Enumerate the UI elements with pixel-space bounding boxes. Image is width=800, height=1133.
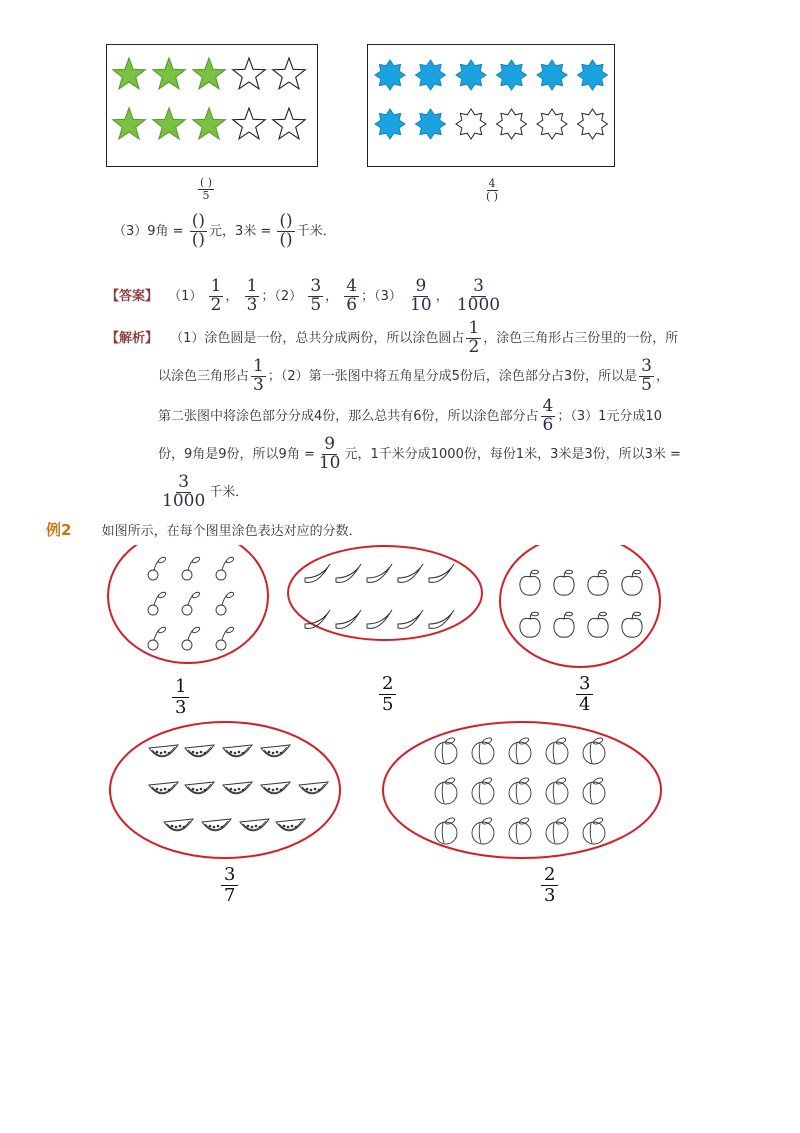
cherry-icon: [148, 591, 167, 615]
oval-fraction-2: $\frac{2}{5}$: [379, 674, 396, 715]
hexstar-empty-icon: [497, 109, 527, 139]
watermelon-icon: [164, 819, 193, 831]
answer-frac-4: $\frac{4}{6}$: [346, 276, 358, 315]
stars-fraction: [198, 177, 214, 201]
peach-icon: [435, 737, 457, 764]
cherry-icon: [148, 626, 167, 650]
watermelon-icon: [240, 819, 269, 831]
hexstars-fraction-num: 4: [488, 177, 496, 190]
peach-icon: [472, 817, 494, 844]
banana-icon: [305, 564, 330, 582]
hexstar-empty-icon: [578, 109, 608, 139]
watermelon-icon: [149, 782, 178, 794]
hexstar-empty-icon: [537, 109, 567, 139]
answer-line: 【答案】 （1） $\frac{1}{2}$ ， $\frac{1}{3}$ ；（2） $\frac{3}{5}$ ， $\frac{4}{6}$ ；（3） $\frac{9}{10}$ ， $\frac{3}{1000}$: [106, 276, 501, 315]
star-empty-icon: [273, 58, 305, 89]
hexstar-filled-icon: [578, 60, 608, 90]
six-point-stars: [368, 45, 616, 168]
analysis-line-4: 份，9角是9份，所以9角 = $\frac{9}{10}$ 元，1千米分成1000份，每份1米，3米是3份，所以3米 =: [158, 434, 681, 473]
watermelon-icon: [276, 819, 305, 831]
star-filled-icon: [193, 108, 225, 139]
star-filled-icon: [113, 108, 145, 139]
analysis-frac-2: $\frac{1}{3}$: [253, 356, 264, 395]
apple-icon: [520, 612, 540, 637]
hexstar-filled-icon: [375, 60, 405, 90]
analysis-frac-3: $\frac{3}{5}$: [641, 356, 652, 395]
watermelon-icon: [299, 782, 328, 794]
banana-icon: [367, 610, 392, 628]
q3-suffix: 千米．: [296, 223, 336, 239]
watermelon-icon: [261, 782, 290, 794]
cherry-icon: [216, 626, 235, 650]
star-empty-icon: [233, 58, 265, 89]
analysis-line-2: 以涂色三角形占 $\frac{1}{3}$ ；（2）第一张图中将五角星分成5份后，涂色部分占3份，所以是 $\frac{3}{5}$ ，: [158, 356, 670, 395]
analysis-frac-6: $\frac{3}{1000}$: [162, 472, 206, 511]
banana-icon: [398, 610, 423, 628]
oval-fraction-5: $\frac{2}{3}$: [541, 865, 558, 906]
example-2-label: 例2: [46, 521, 72, 539]
answer-frac-1: $\frac{1}{2}$: [210, 276, 222, 315]
banana-icon: [398, 564, 423, 582]
peach-icon: [435, 777, 457, 804]
hexstar-filled-icon: [456, 60, 486, 90]
peach-icon: [583, 817, 605, 844]
peach-icon: [546, 777, 568, 804]
five-point-stars: [107, 45, 319, 168]
stars-box: [106, 44, 318, 167]
analysis-frac-1: $\frac{1}{2}$: [468, 318, 480, 357]
hexstars-fraction-den: ( ): [486, 189, 499, 203]
star-filled-icon: [193, 58, 225, 89]
hexstar-filled-icon: [416, 60, 446, 90]
cherry-icon: [216, 556, 235, 580]
cherry-icon: [148, 556, 167, 580]
peach-icon: [583, 777, 605, 804]
watermelon-icon: [261, 745, 290, 757]
peach-icon: [509, 737, 531, 764]
watermelon-icon: [202, 819, 231, 831]
hexstar-empty-icon: [456, 109, 486, 139]
apple-icon: [622, 612, 642, 637]
peach-icon: [509, 777, 531, 804]
analysis-line-3: 第二张图中将涂色部分分成4份，那么总共有6份，所以涂色部分占 $\frac{4}{6}$ ；（3）1元分成10: [158, 396, 662, 435]
q3-mid: 元，3米 =: [208, 223, 272, 239]
peach-icon: [546, 817, 568, 844]
oval-fraction-3: $\frac{3}{4}$: [576, 674, 593, 715]
q3-blank-2: $\frac{()}{()}$: [279, 211, 293, 250]
hexstars-box: [367, 44, 615, 167]
answer-frac-5: $\frac{9}{10}$: [410, 276, 432, 315]
example-2-text: 如图所示，在每个图里涂色表达对应的分数．: [101, 524, 362, 539]
stars-fraction-num: ( ): [200, 176, 213, 189]
banana-icon: [429, 564, 454, 582]
banana-icon: [305, 610, 330, 628]
oval-fraction-4: $\frac{3}{7}$: [221, 865, 238, 906]
answer-frac-3: $\frac{3}{5}$: [310, 276, 322, 315]
oval-apples: [500, 545, 660, 667]
watermelon-icon: [149, 745, 178, 757]
star-filled-icon: [113, 58, 145, 89]
star-empty-icon: [273, 108, 305, 139]
peach-icon: [546, 737, 568, 764]
apple-icon: [622, 570, 642, 595]
peach-icon: [472, 737, 494, 764]
watermelon-icon: [185, 745, 214, 757]
cherry-icon: [182, 591, 201, 615]
hexstars-fraction: [484, 178, 500, 202]
example-2: [46, 519, 362, 540]
answer-frac-2: $\frac{1}{3}$: [246, 276, 258, 315]
question-3: [113, 213, 336, 250]
cherry-icon: [216, 591, 235, 615]
banana-icon: [336, 610, 361, 628]
watermelon-icon: [223, 745, 252, 757]
analysis-frac-5: $\frac{9}{10}$: [318, 434, 341, 473]
q3-blank-1: $\frac{()}{()}$: [191, 211, 205, 250]
watermelon-icon: [185, 782, 214, 794]
analysis-line-1: 【解析】 （1）涂色圆是一份，总共分成两份，所以涂色圆占 $\frac{1}{2}$ ，涂色三角形占三份里的一份，所: [106, 318, 679, 357]
banana-icon: [336, 564, 361, 582]
peach-icon: [472, 777, 494, 804]
banana-icon: [367, 564, 392, 582]
star-filled-icon: [153, 58, 185, 89]
peach-icon: [509, 817, 531, 844]
hexstar-filled-icon: [375, 109, 405, 139]
peach-icon: [435, 817, 457, 844]
q3-prefix: （3）9角 =: [113, 223, 184, 239]
cherry-icon: [182, 556, 201, 580]
apple-icon: [554, 612, 574, 637]
cherry-icon: [182, 626, 201, 650]
apple-icon: [588, 570, 608, 595]
apple-icon: [554, 570, 574, 595]
analysis-line-5: $\frac{3}{1000}$ 千米．: [162, 472, 249, 511]
peach-icon: [583, 737, 605, 764]
star-empty-icon: [233, 108, 265, 139]
analysis-label: 【解析】: [106, 330, 159, 346]
answer-frac-6: $\frac{3}{1000}$: [456, 276, 501, 315]
oval-fraction-1: $\frac{1}{3}$: [172, 677, 189, 718]
hexstar-filled-icon: [537, 60, 567, 90]
apple-icon: [520, 570, 540, 595]
apple-icon: [588, 612, 608, 637]
hexstar-filled-icon: [497, 60, 527, 90]
analysis-frac-4: $\frac{4}{6}$: [542, 396, 554, 435]
stars-fraction-den: 5: [202, 188, 210, 202]
answer-label: 【答案】: [106, 288, 159, 304]
banana-icon: [429, 610, 454, 628]
watermelon-icon: [223, 782, 252, 794]
hexstar-filled-icon: [416, 109, 446, 139]
star-filled-icon: [153, 108, 185, 139]
fruit-ovals: [0, 545, 800, 925]
